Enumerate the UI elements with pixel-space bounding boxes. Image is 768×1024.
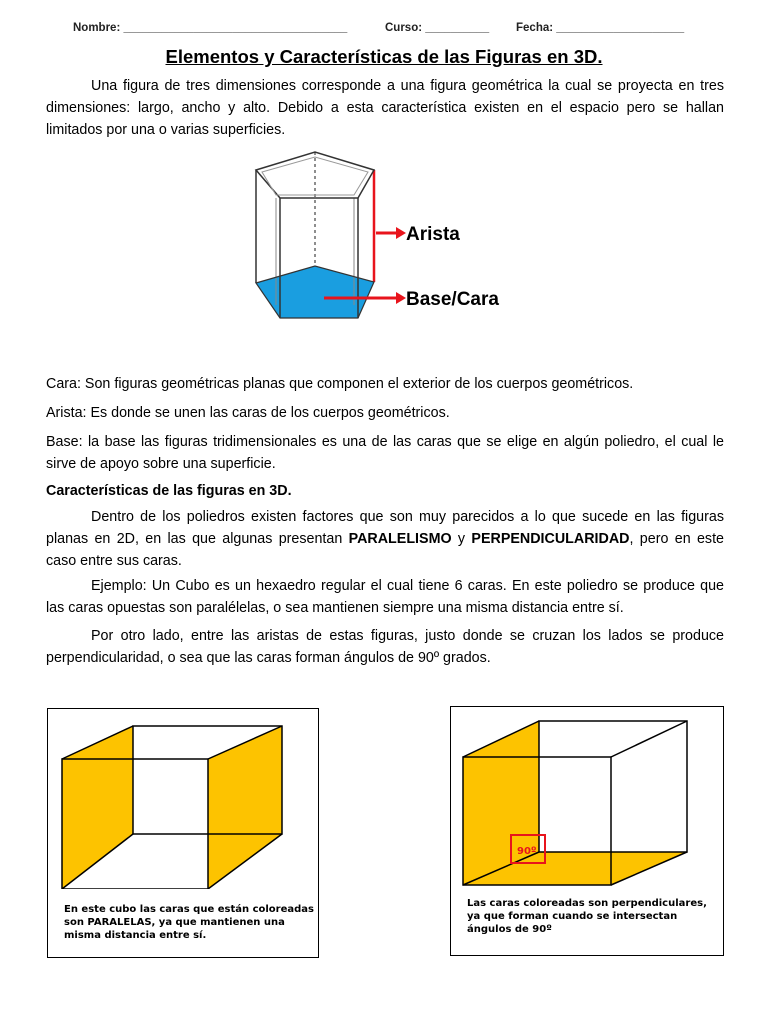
parallel-faces-cube xyxy=(48,709,318,889)
characteristics-paragraph-1: Dentro de los poliedros existen factores que son muy parecidos a lo que sucede en las figuras planas en 2D, en las que algunas presentan PARALELISMO y PERPENDICULARIDAD, pero en este caso entre sus caras. xyxy=(46,509,724,569)
parallel-caption: En este cubo las caras que están coloreadas son PARALELAS, ya que mantienen una misma distancia entre sí. xyxy=(64,904,314,941)
perpendicular-caption: Las caras coloreadas son perpendiculares, ya que forman cuando se intersectan ángulos de 90º xyxy=(467,898,707,935)
characteristics-paragraph-2: Ejemplo: Un Cubo es un hexaedro regular el cual tiene 6 caras. En este poliedro se produce que las caras opuestas son paralélelas, o sea mantienen siempre una misma distancia entre sí. xyxy=(46,578,724,616)
pentagonal-prism-figure xyxy=(240,140,540,330)
definition-arista: Arista: Es donde se unen las caras de los cuerpos geométricos. xyxy=(46,405,450,421)
page-title: Elementos y Características de las Figuras en 3D. xyxy=(165,46,603,67)
course-field-label[interactable]: Curso: __________ xyxy=(385,22,490,34)
perpendicular-faces-cube xyxy=(451,707,723,892)
left-parallel-face xyxy=(62,726,133,889)
definition-base: Base: la base las figuras tridimensionales es una de las caras que se elige en algún poliedro, el cual le sirve de apoyo sobre una superficie. xyxy=(46,434,724,472)
arista-label: Arista xyxy=(406,224,460,245)
perpendicular-faces-cube-box xyxy=(450,706,724,956)
name-field-label[interactable]: Nombre: ___________________________________ xyxy=(73,22,348,34)
paralelismo-term: PARALELISMO xyxy=(348,531,452,547)
right-parallel-face xyxy=(208,726,282,889)
base-arrow-icon xyxy=(396,292,406,304)
right-angle-label: 90º xyxy=(517,846,537,857)
intro-paragraph: Una figura de tres dimensiones corresponde a una figura geométrica la cual se proyecta en tres dimensiones: largo, ancho y alto. Debido a esta característica existen en el espacio pero se hallan limitados por una o varias superficies. xyxy=(46,78,724,138)
characteristics-heading: Características de las figuras en 3D. xyxy=(46,483,292,499)
definition-cara: Cara: Son figuras geométricas planas que componen el exterior de los cuerpos geométricos. xyxy=(46,376,634,392)
date-field-label[interactable]: Fecha: ____________________ xyxy=(516,22,685,34)
prism-base-face xyxy=(256,266,374,318)
perpendicularidad-term: PERPENDICULARIDAD xyxy=(471,531,630,547)
arista-arrow-icon xyxy=(396,227,406,239)
characteristics-paragraph-3: Por otro lado, entre las aristas de estas figuras, justo donde se cruzan los lados se produce perpendicularidad, o sea que las caras forman ángulos de 90º grados. xyxy=(46,628,724,666)
parallel-faces-cube-box xyxy=(47,708,319,958)
base-cara-label: Base/Cara xyxy=(406,289,499,310)
